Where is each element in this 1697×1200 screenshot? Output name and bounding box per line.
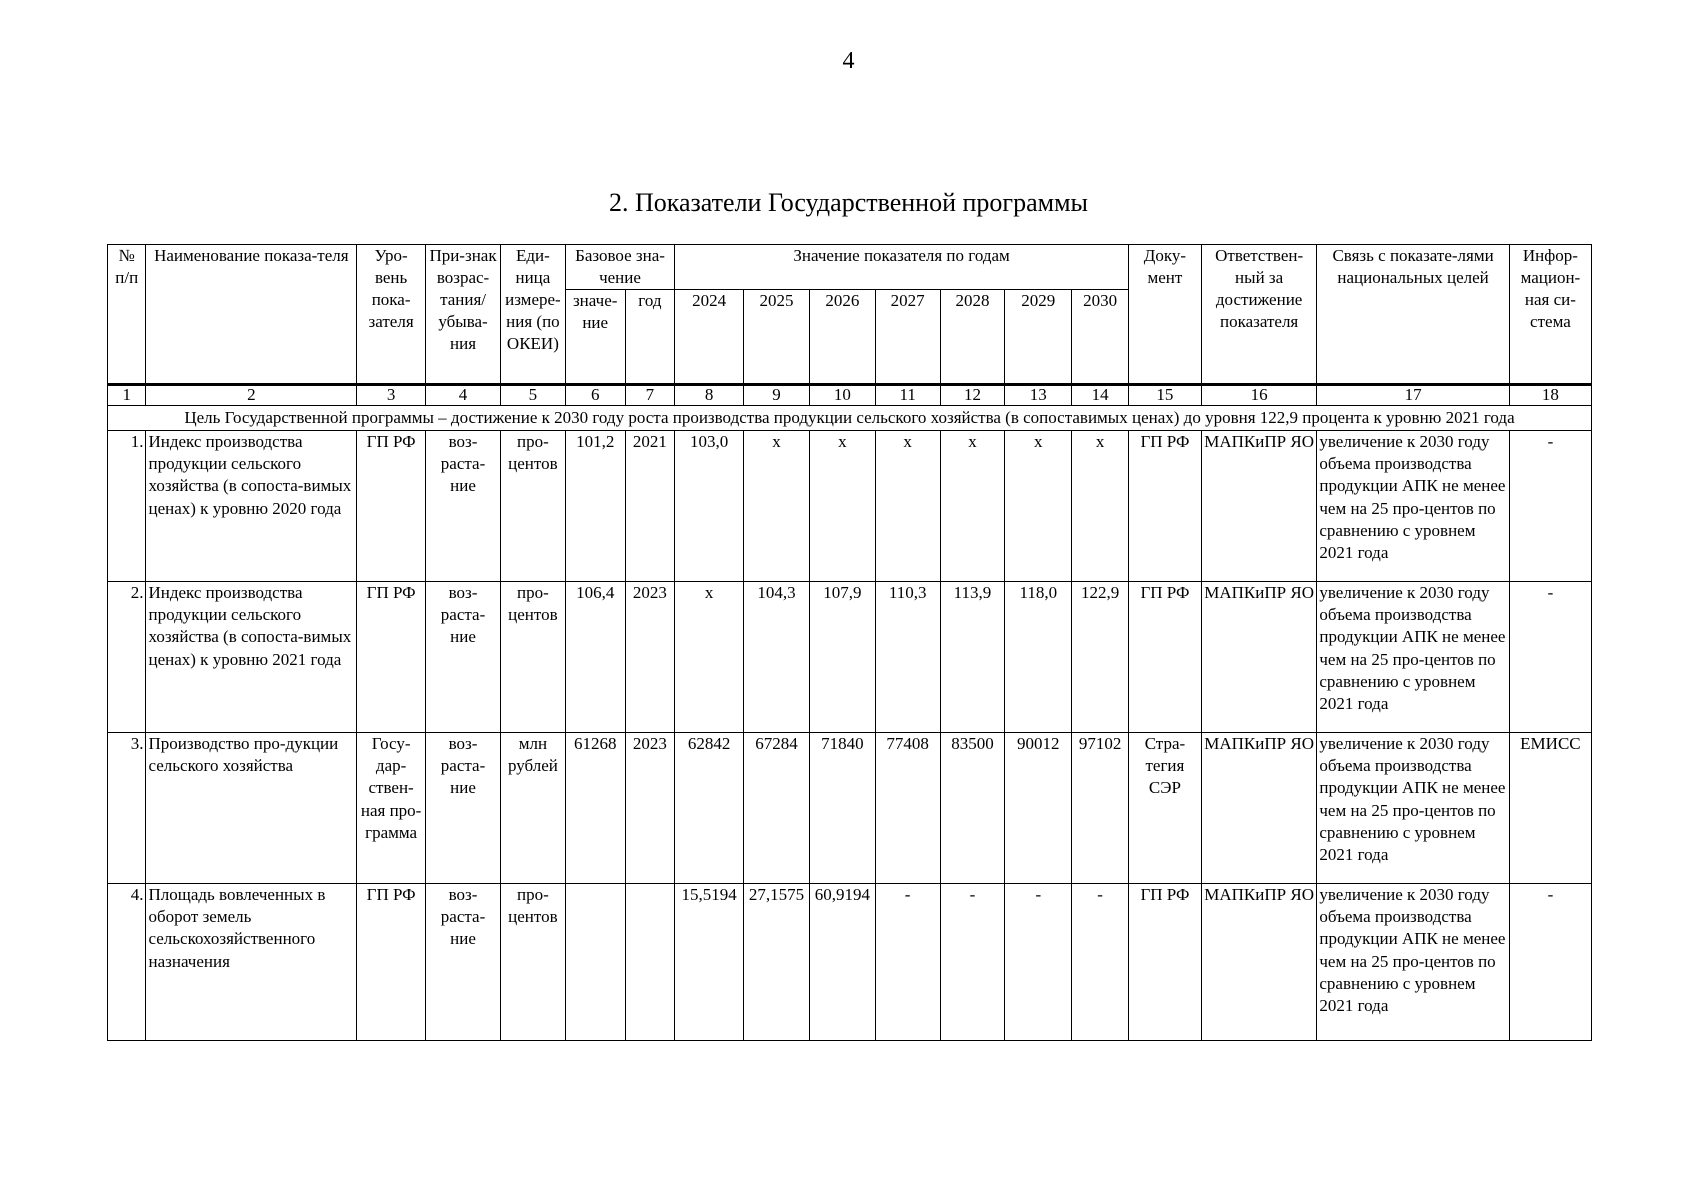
row-value-2028: 83500	[940, 733, 1005, 884]
table-row	[108, 582, 1592, 733]
header-num: № п/п	[108, 245, 146, 385]
header-values-by-year: Значение показателя по годам	[675, 245, 1129, 290]
header-row-1	[108, 245, 1592, 290]
column-number: 18	[1509, 385, 1591, 406]
page-title: 2. Показатели Государственной программы	[608, 188, 1088, 217]
row-link: увеличение к 2030 году объема производства продукции АПК не менее чем на 25 про-центов по сравнению с уровнем 2021 года	[1317, 733, 1509, 884]
row-base-value: 106,4	[565, 582, 625, 733]
header-info-system: Инфор-мацион-ная си-стема	[1509, 245, 1591, 385]
row-value-2025: 67284	[744, 733, 810, 884]
row-link: увеличение к 2030 году объема производства продукции АПК не менее чем на 25 про-центов по сравнению с уровнем 2021 года	[1317, 884, 1509, 1041]
row-value-2030: -	[1072, 884, 1129, 1041]
row-value-2027: x	[875, 431, 940, 582]
row-sign: воз-раста-ние	[426, 431, 501, 582]
row-base-year: 2023	[625, 733, 675, 884]
row-value-2026: 71840	[809, 733, 875, 884]
row-info-system: -	[1509, 582, 1591, 733]
row-level: ГП РФ	[357, 582, 426, 733]
row-value-2028: -	[940, 884, 1005, 1041]
row-responsible: МАПКиПР ЯО	[1201, 582, 1316, 733]
row-value-2025: 27,1575	[744, 884, 810, 1041]
row-sign: воз-раста-ние	[426, 733, 501, 884]
header-year-2024: 2024	[675, 290, 744, 385]
column-number: 11	[875, 385, 940, 406]
table-row	[108, 733, 1592, 884]
header-year-2025: 2025	[744, 290, 810, 385]
row-link: увеличение к 2030 году объема производства продукции АПК не менее чем на 25 про-центов по сравнению с уровнем 2021 года	[1317, 582, 1509, 733]
header-sign: При-знак возрас-тания/ убыва-ния	[426, 245, 501, 385]
column-number: 10	[809, 385, 875, 406]
header-year-2026: 2026	[809, 290, 875, 385]
row-document: ГП РФ	[1128, 431, 1201, 582]
column-number: 2	[146, 385, 357, 406]
row-num: 3.	[108, 733, 146, 884]
row-base-value	[565, 884, 625, 1041]
row-value-2027: -	[875, 884, 940, 1041]
indicators-table	[107, 244, 1592, 1041]
column-number: 5	[501, 385, 566, 406]
row-value-2026: x	[809, 431, 875, 582]
header-responsible: Ответствен-ный за достижение показателя	[1201, 245, 1316, 385]
row-value-2030: x	[1072, 431, 1129, 582]
row-value-2030: 97102	[1072, 733, 1129, 884]
row-num: 4.	[108, 884, 146, 1041]
row-value-2029: 90012	[1005, 733, 1072, 884]
row-unit: млн рублей	[501, 733, 566, 884]
row-base-year	[625, 884, 675, 1041]
row-value-2025: 104,3	[744, 582, 810, 733]
row-base-value: 61268	[565, 733, 625, 884]
column-number: 12	[940, 385, 1005, 406]
column-number: 1	[108, 385, 146, 406]
row-base-year: 2023	[625, 582, 675, 733]
row-sign: воз-раста-ние	[426, 884, 501, 1041]
row-value-2028: x	[940, 431, 1005, 582]
row-value-2026: 107,9	[809, 582, 875, 733]
row-value-2024: x	[675, 582, 744, 733]
header-year-2028: 2028	[940, 290, 1005, 385]
row-document: ГП РФ	[1128, 884, 1201, 1041]
row-value-2029: x	[1005, 431, 1072, 582]
column-number: 14	[1072, 385, 1129, 406]
table-row	[108, 431, 1592, 582]
row-name: Производство про-дукции сельского хозяйства	[146, 733, 357, 884]
row-value-2026: 60,9194	[809, 884, 875, 1041]
column-number: 16	[1201, 385, 1316, 406]
program-goal: Цель Государственной программы – достижение к 2030 году роста производства продукции сельского хозяйства (в сопоставимых ценах) до уровня 122,9 процента к уровню 2021 года	[108, 405, 1592, 430]
column-number: 15	[1128, 385, 1201, 406]
row-info-system: -	[1509, 431, 1591, 582]
row-value-2027: 77408	[875, 733, 940, 884]
row-value-2030: 122,9	[1072, 582, 1129, 733]
row-document: Стра-тегия СЭР	[1128, 733, 1201, 884]
row-value-2024: 103,0	[675, 431, 744, 582]
column-number: 9	[744, 385, 810, 406]
column-number-row	[108, 385, 1592, 406]
row-value-2027: 110,3	[875, 582, 940, 733]
header-year-2030: 2030	[1072, 290, 1129, 385]
row-base-year: 2021	[625, 431, 675, 582]
header-unit: Еди-ница измере-ния (по ОКЕИ)	[501, 245, 566, 385]
header-year-2027: 2027	[875, 290, 940, 385]
header-base-year: год	[625, 290, 675, 385]
row-info-system: ЕМИСС	[1509, 733, 1591, 884]
row-value-2024: 62842	[675, 733, 744, 884]
row-responsible: МАПКиПР ЯО	[1201, 431, 1316, 582]
header-base: Базовое зна-чение	[565, 245, 674, 290]
row-document: ГП РФ	[1128, 582, 1201, 733]
row-value-2029: -	[1005, 884, 1072, 1041]
header-link: Связь с показате-лями национальных целей	[1317, 245, 1509, 385]
row-value-2029: 118,0	[1005, 582, 1072, 733]
goal-row	[108, 405, 1592, 430]
row-sign: воз-раста-ние	[426, 582, 501, 733]
row-name: Индекс производства продукции сельского хозяйства (в сопоста-вимых ценах) к уровню 2021 года	[146, 582, 357, 733]
row-level: ГП РФ	[357, 431, 426, 582]
row-value-2025: x	[744, 431, 810, 582]
row-link: увеличение к 2030 году объема производства продукции АПК не менее чем на 25 про-центов по сравнению с уровнем 2021 года	[1317, 431, 1509, 582]
row-unit: про-центов	[501, 431, 566, 582]
row-level: Госу-дар-ствен-ная про-грамма	[357, 733, 426, 884]
header-name: Наименование показа-теля	[146, 245, 357, 385]
column-number: 13	[1005, 385, 1072, 406]
row-base-value: 101,2	[565, 431, 625, 582]
header-document: Доку-мент	[1128, 245, 1201, 385]
column-number: 4	[426, 385, 501, 406]
row-value-2028: 113,9	[940, 582, 1005, 733]
row-level: ГП РФ	[357, 884, 426, 1041]
column-number: 8	[675, 385, 744, 406]
header-year-2029: 2029	[1005, 290, 1072, 385]
row-name: Индекс производства продукции сельского хозяйства (в сопоста-вимых ценах) к уровню 2020 года	[146, 431, 357, 582]
row-unit: про-центов	[501, 884, 566, 1041]
row-info-system: -	[1509, 884, 1591, 1041]
row-responsible: МАПКиПР ЯО	[1201, 884, 1316, 1041]
table-row	[108, 884, 1592, 1041]
column-number: 7	[625, 385, 675, 406]
row-num: 1.	[108, 431, 146, 582]
row-responsible: МАПКиПР ЯО	[1201, 733, 1316, 884]
indicators-table-container	[107, 244, 1592, 1041]
header-level: Уро-вень пока-зателя	[357, 245, 426, 385]
header-base-value: значе-ние	[565, 290, 625, 385]
page-number: 4	[842, 48, 855, 74]
column-number: 6	[565, 385, 625, 406]
column-number: 17	[1317, 385, 1509, 406]
row-name: Площадь вовлеченных в оборот земель сельскохозяйственного назначения	[146, 884, 357, 1041]
row-value-2024: 15,5194	[675, 884, 744, 1041]
row-unit: про-центов	[501, 582, 566, 733]
column-number: 3	[357, 385, 426, 406]
row-num: 2.	[108, 582, 146, 733]
